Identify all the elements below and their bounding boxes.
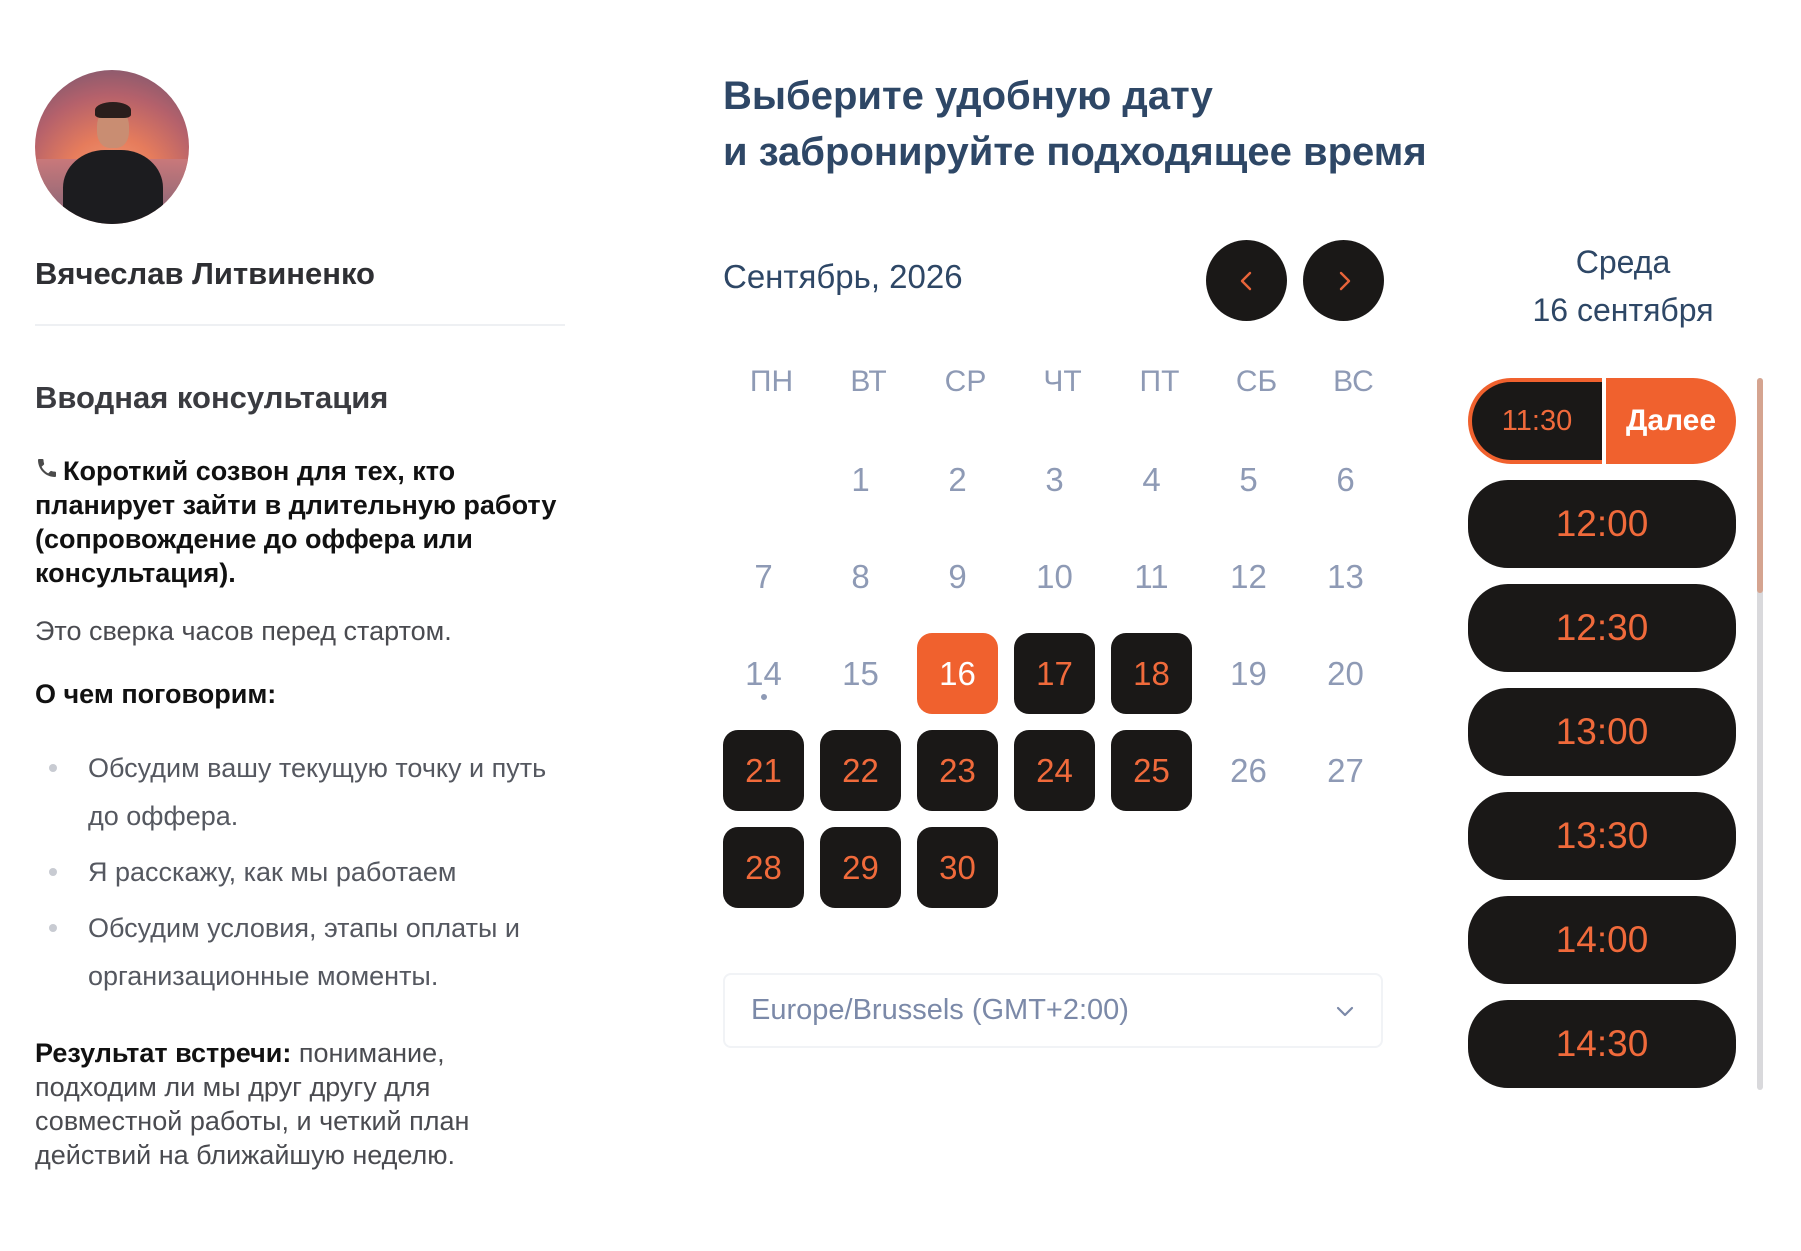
calendar-day[interactable]: 22 [820,730,901,811]
event-note: Это сверка часов перед стартом. [35,616,452,646]
time-slot[interactable]: 12:00 [1468,480,1736,568]
result-text: понимание, подходим ли мы друг другу для совместной работы, и четкий план действий на ближайшую неделю. [35,1038,470,1170]
calendar-day: 26 [1230,751,1267,789]
timezone-select[interactable] [723,973,1383,1048]
calendar-week [723,536,1403,633]
phone-icon [35,454,59,488]
calendar-week [723,439,1403,536]
calendar-week [723,730,1403,827]
calendar-day: 9 [948,557,967,595]
chevron-right-icon [1331,268,1357,294]
chevron-left-icon [1234,268,1260,294]
calendar-day: 3 [1045,460,1064,498]
calendar-day: 6 [1336,460,1355,498]
calendar-day: 2 [948,460,967,498]
weekday-label: СР [944,365,987,398]
divider [35,324,565,326]
event-info-panel [35,70,565,1172]
weekday-label: ЧТ [1043,365,1082,398]
calendar-grid [723,439,1403,924]
time-slot[interactable]: 14:30 [1468,1000,1736,1088]
calendar-day: 12 [1230,557,1267,595]
time-slot[interactable]: 13:30 [1468,792,1736,880]
calendar-week [723,633,1403,730]
calendar-day[interactable]: 28 [723,827,804,908]
calendar-day: 5 [1239,460,1258,498]
calendar-day: 14 [723,633,804,714]
calendar-day[interactable]: 23 [917,730,998,811]
result-label: Результат встречи: [35,1038,292,1068]
calendar-day[interactable]: 21 [723,730,804,811]
calendar-day[interactable]: 25 [1111,730,1192,811]
topics-title: О чем поговорим: [35,679,277,709]
avatar [35,70,189,224]
time-slot-selected[interactable]: 11:30 [1468,378,1602,464]
event-title: Вводная консультация [35,380,389,415]
calendar-day: 13 [1327,557,1364,595]
calendar-day[interactable]: 24 [1014,730,1095,811]
calendar-day: 15 [842,654,879,692]
event-intro-text: Короткий созвон для тех, кто планирует зайти в длительную работу (сопровождение до оффера или консультация). [35,456,557,588]
timezone-value: Europe/Brussels (GMT+2:00) [751,994,1129,1026]
time-slot[interactable]: 13:00 [1468,688,1736,776]
prev-month-button[interactable] [1206,240,1287,321]
calendar-day-selected[interactable]: 16 [917,633,998,714]
chevron-down-icon [1333,999,1357,1023]
weekday-label: СБ [1235,365,1278,398]
calendar-day: 8 [851,557,870,595]
list-item: Обсудим вашу текущую точку и путь до оффера. [35,744,565,840]
weekday-label: ПТ [1139,365,1180,398]
list-item: Я расскажу, как мы работаем [35,848,565,896]
selected-slot [1468,378,1736,464]
calendar-day: 19 [1230,654,1267,692]
weekday-label: ВС [1333,365,1374,398]
weekday-label: ПН [749,365,794,398]
calendar-day[interactable]: 30 [917,827,998,908]
calendar-day[interactable]: 29 [820,827,901,908]
calendar-day[interactable]: 17 [1014,633,1095,714]
list-item: Обсудим условия, этапы оплаты и организационные моменты. [35,904,565,1000]
calendar-week [723,827,1403,924]
calendar-day: 7 [754,557,773,595]
event-result [35,1036,565,1172]
scrollbar[interactable] [1757,378,1763,1090]
next-month-button[interactable] [1303,240,1384,321]
time-slot[interactable]: 12:30 [1468,584,1736,672]
weekday-header [723,357,1403,407]
calendar-day: 20 [1327,654,1364,692]
event-intro [35,454,565,590]
weekday-label: ВТ [850,365,887,398]
month-label: Сентябрь, 2026 [723,258,963,295]
scrollbar-thumb[interactable] [1757,378,1763,593]
calendar-day: 4 [1142,460,1161,498]
calendar-day: 27 [1327,751,1364,789]
today-indicator [761,694,767,700]
calendar-day: 1 [851,460,870,498]
calendar-day: 11 [1134,557,1169,595]
next-button[interactable]: Далее [1606,378,1736,464]
topics-list [35,744,565,1000]
selected-weekday: Среда [1575,244,1671,280]
time-slot-list [1468,378,1736,1104]
calendar [723,357,1403,924]
selected-date-heading [1468,238,1778,334]
calendar-day[interactable]: 18 [1111,633,1192,714]
time-slot[interactable]: 14:00 [1468,896,1736,984]
host-name: Вячеслав Литвиненко [35,256,375,291]
calendar-day: 10 [1036,557,1073,595]
page-title: Выберите удобную дату и забронируйте подходящее время [723,74,1427,174]
selected-date: 16 сентября [1532,292,1714,328]
